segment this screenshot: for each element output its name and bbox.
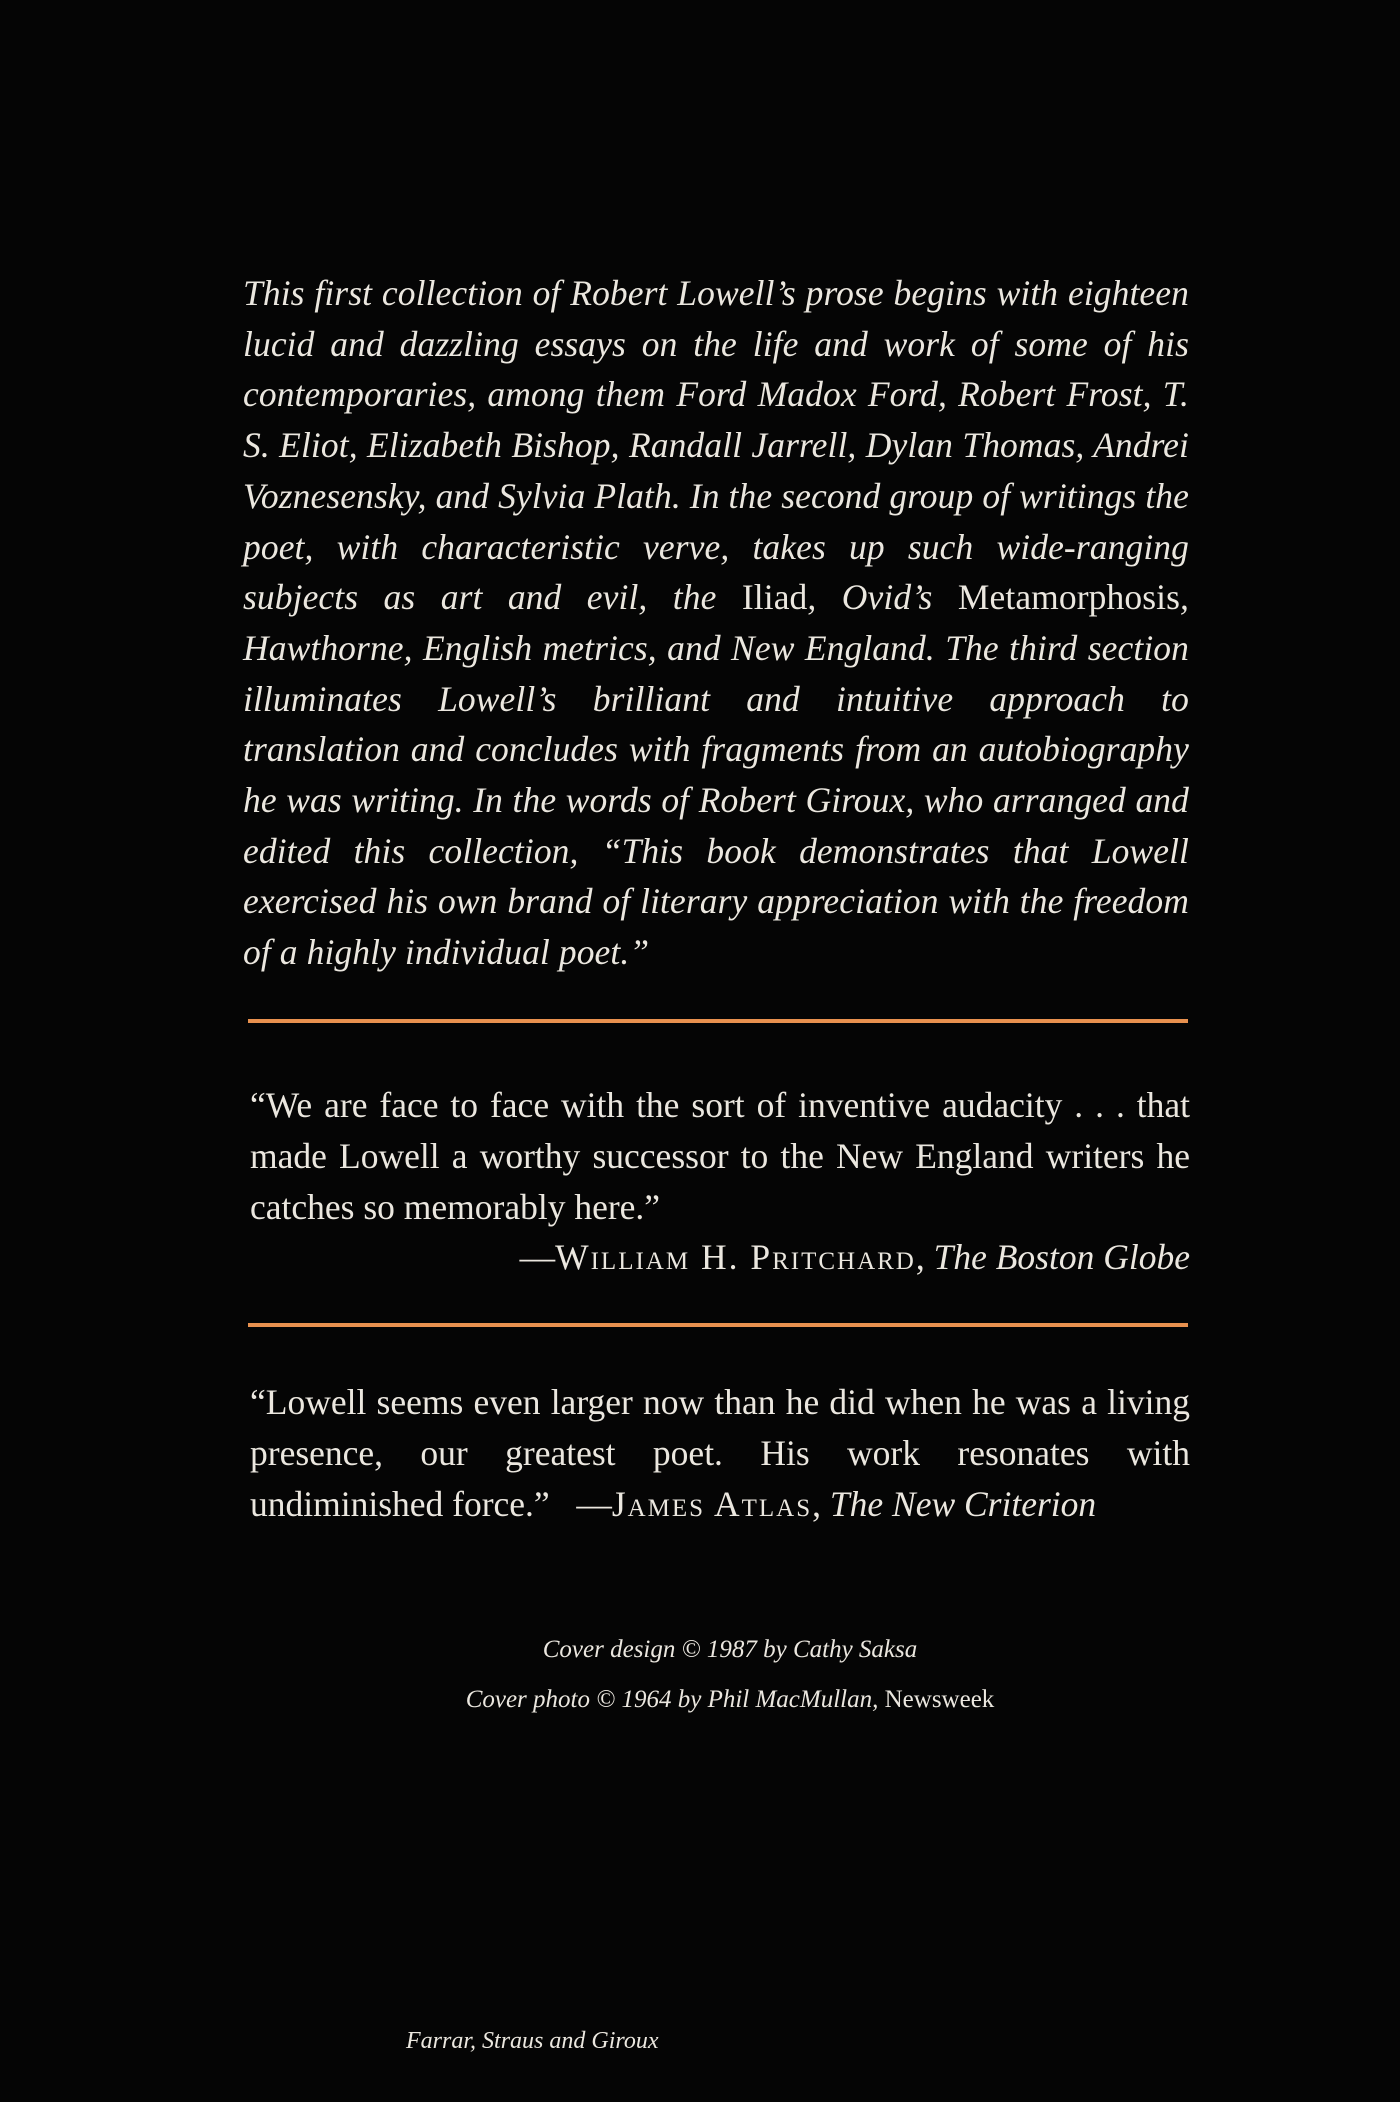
cover-credits <box>0 1625 1400 1725</box>
attribution-separator: , <box>812 1484 830 1524</box>
cover-photo-source: Newsweek <box>884 1686 995 1713</box>
orange-divider-bottom <box>248 1323 1188 1327</box>
attribution-author: James Atlas <box>611 1484 813 1524</box>
attribution-publication: The Boston Globe <box>933 1237 1190 1277</box>
blurb-text-part1: This first collection of Robert Lowell’s prose begins with eighteen lucid and dazzling essays on the life and work of some of his contemporaries, among them Ford Madox Ford, Robert Frost, T. S. Eliot, Elizabeth Bishop, Randall Jarrell, Dylan Thomas, Andrei Voznesensky, and Sylvia Plath. In the second group of writings the poet, with characteristic verve, takes up such wide-ranging subjects as art and evil, the <box>243 273 1189 618</box>
cover-design-credit: Cover design © 1987 by Cathy Saksa <box>542 1636 918 1663</box>
review-quote-pritchard: “We are face to face with the sort of inventive audacity . . . that made Lowell a worthy successor to the New England writers he catches so memorably here.” <box>250 1085 1190 1227</box>
book-description <box>243 268 1189 978</box>
review-quote-atlas-text: “Lowell seems even larger now than he did when he was a living presence, our greatest poet. His work resonates with undiminished force.” <box>250 1382 1190 1524</box>
attribution-dash: — <box>519 1237 556 1277</box>
cover-photo-credit-text: Cover photo © 1964 by Phil MacMullan, <box>465 1686 885 1713</box>
attribution-publication: The New Criterion <box>829 1484 1097 1524</box>
attribution-separator: , <box>915 1237 934 1277</box>
publisher-name: Farrar, Straus and Giroux <box>406 2028 659 2054</box>
orange-divider-top <box>248 1019 1188 1023</box>
blurb-text-part2: , Hawthorne, English metrics, and New England. The third section illuminates Lowell’s brilliant and intuitive approach to translation and concludes with fragments from an autobiography he was writing. In the words of Robert Giroux, who arranged and edited this collection, “This book demonstrates that Lowell exercised his own brand of literary appreciation with the freedom of a highly individual poet.” <box>243 577 1189 973</box>
blurb-title-iliad: Iliad <box>741 577 808 618</box>
review-quote-atlas <box>250 1377 1190 1530</box>
blurb-space <box>932 577 957 617</box>
blurb-ovids: Ovid’s <box>841 577 933 618</box>
attribution-dash: — <box>576 1484 612 1524</box>
cover-photo-credit <box>0 1675 1400 1725</box>
blurb-comma: , <box>807 577 842 618</box>
attribution-pritchard <box>520 1233 1190 1281</box>
attribution-author: William H. Pritchard <box>555 1237 916 1277</box>
blurb-title-metamorphosis: Metamorphosis <box>957 577 1181 618</box>
